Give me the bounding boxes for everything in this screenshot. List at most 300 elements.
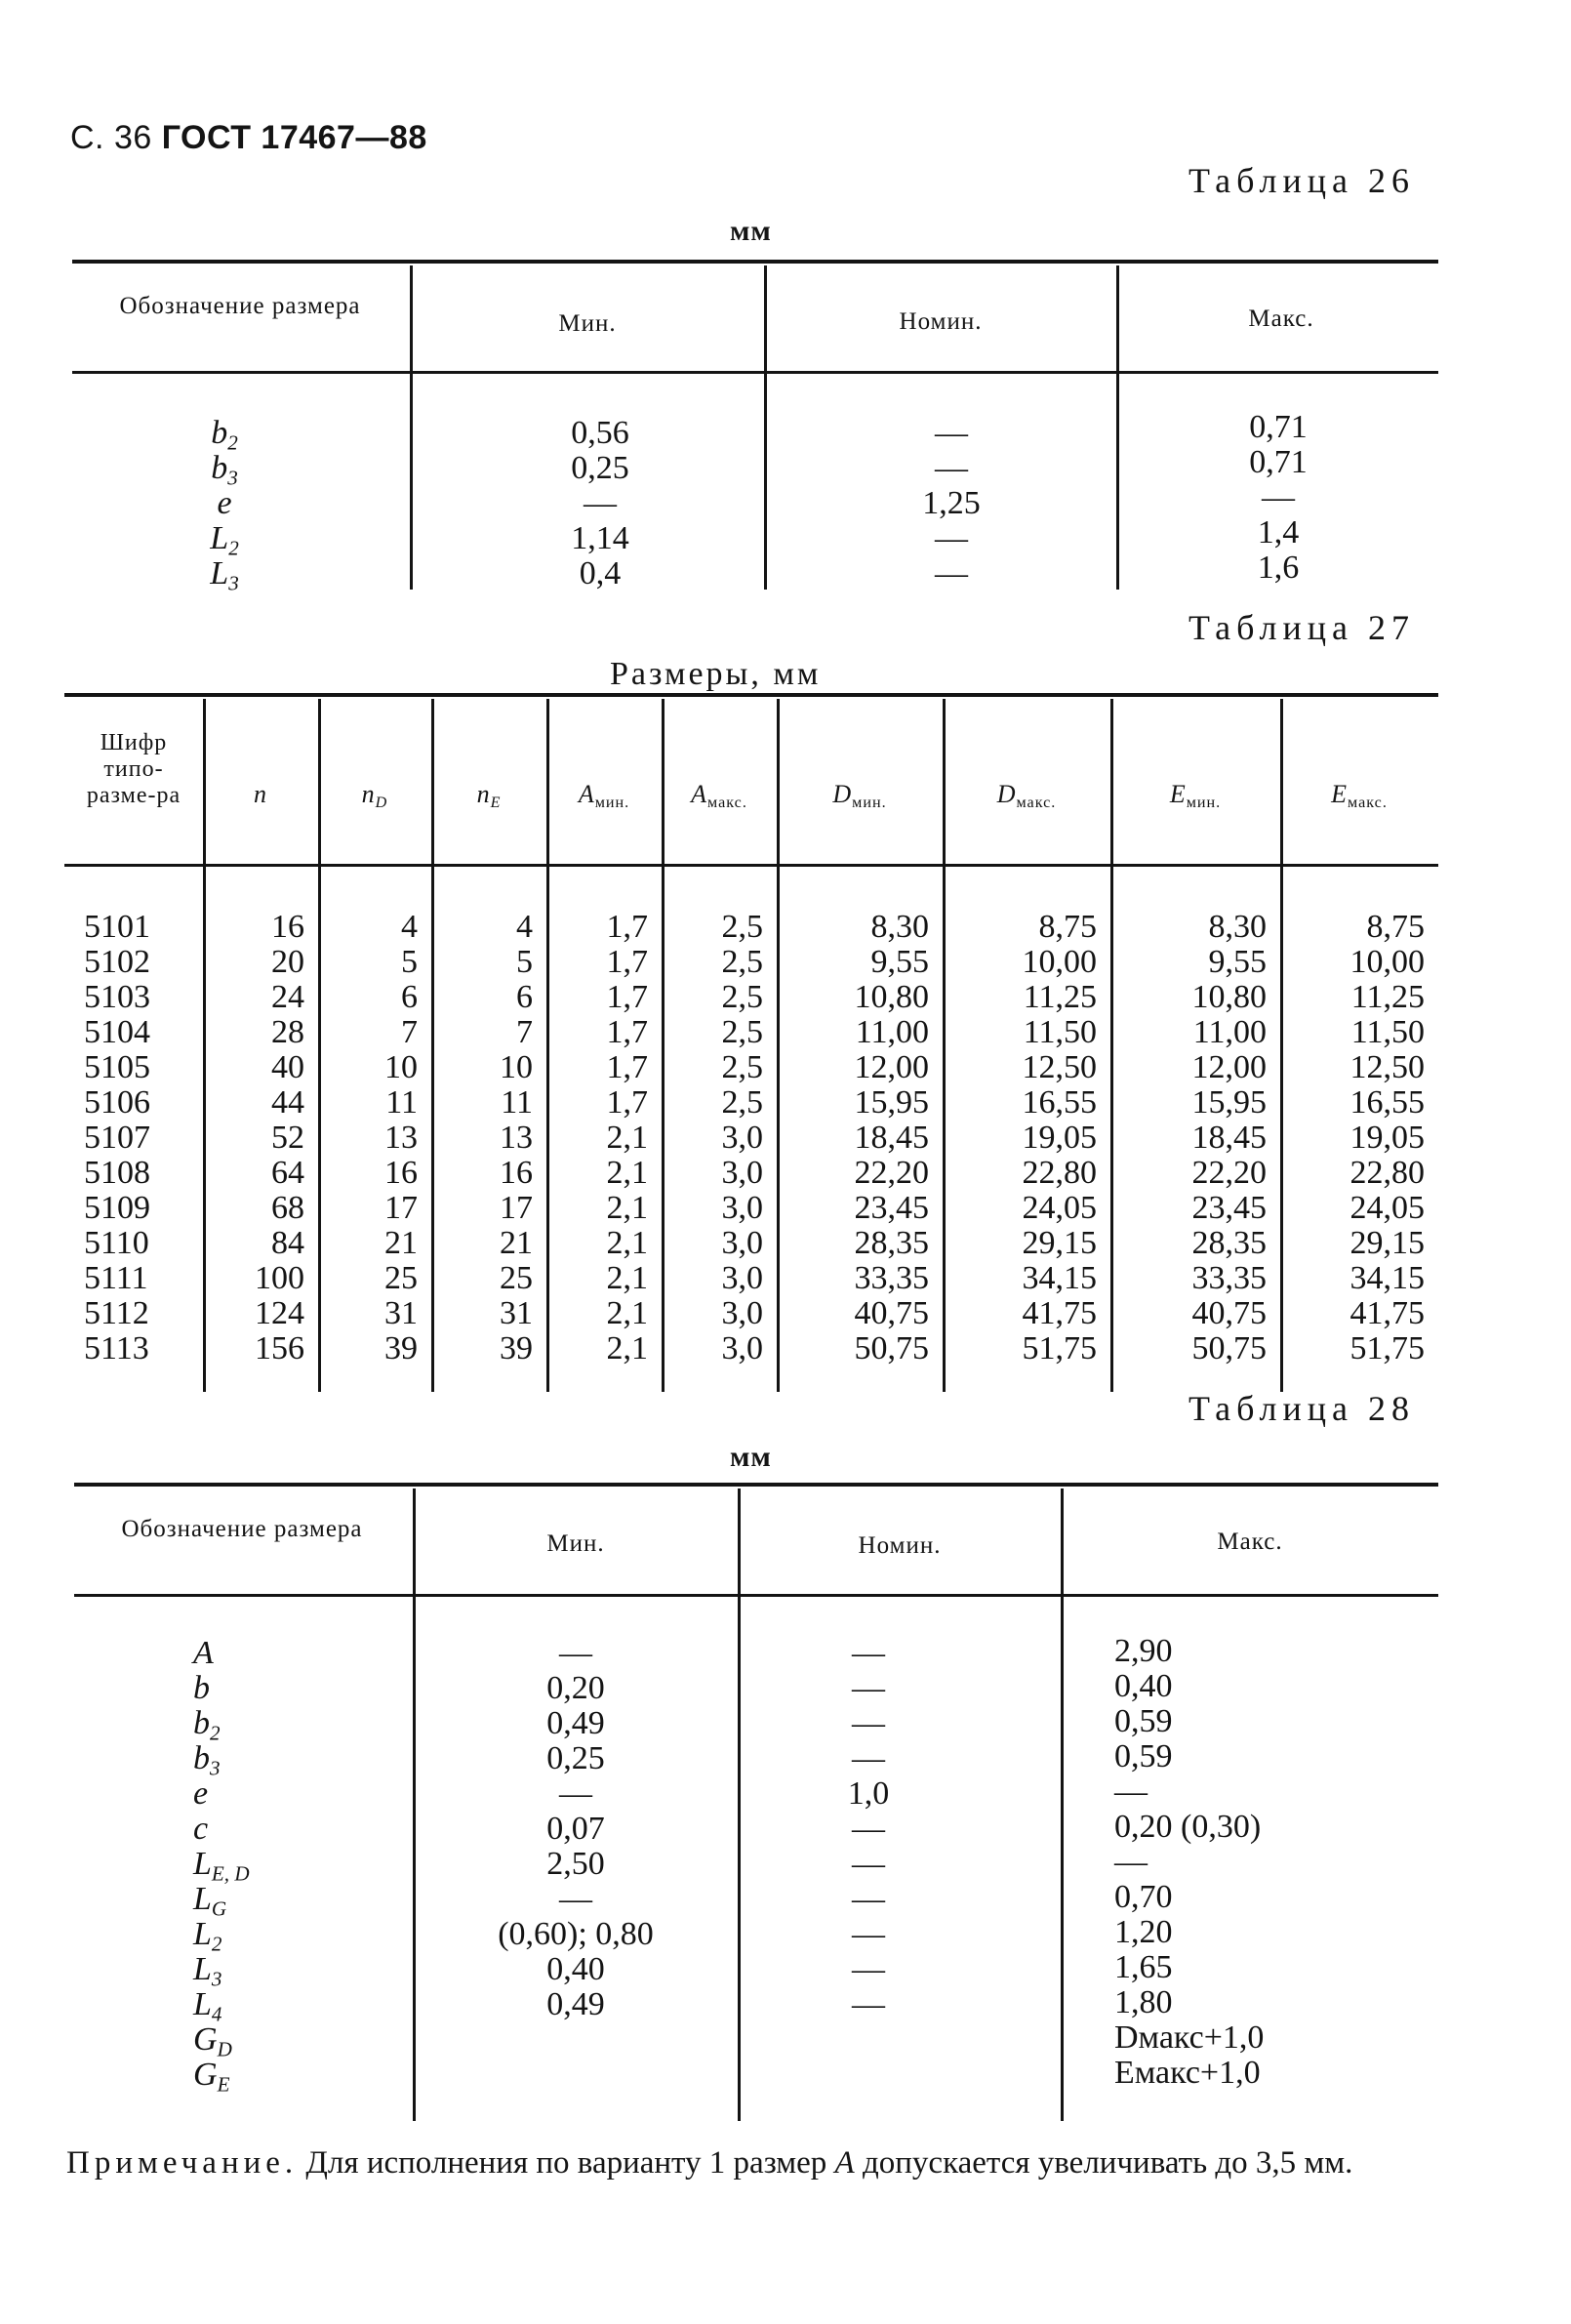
table27-header-subscript: мин. (594, 795, 630, 812)
table26-min-value: 1,14 (571, 520, 629, 556)
symbol-letter: G (193, 2021, 218, 2058)
table28-unit: мм (730, 1441, 772, 1473)
table27-header-subscript: E (490, 795, 502, 812)
note-symbol: A (834, 2145, 855, 2181)
table28-nom-column (820, 1636, 917, 2093)
table28-header-min: Мин. (546, 1530, 605, 1557)
table27-cell: 10,80 (1191, 979, 1267, 1015)
table27-cell: 24,05 (1022, 1190, 1097, 1226)
table28-symbol (193, 1986, 310, 2026)
table27-cell: 16 (271, 909, 304, 945)
table27-header-cell (433, 781, 544, 817)
note-label: Примечание. (66, 2145, 299, 2181)
table27-cell: 24 (271, 979, 304, 1015)
symbol-letter: L (193, 1951, 212, 1987)
table27-cell: 2,1 (606, 1225, 648, 1261)
table28-header-rule (74, 1594, 1438, 1597)
table26-max-value: 1,4 (1257, 514, 1300, 550)
table27-cell: 2,1 (606, 1190, 648, 1226)
table27-cell: 10,80 (854, 979, 929, 1015)
table27-header-symbol: D (832, 780, 853, 808)
table28-max-value: 0,59 (1114, 1703, 1173, 1739)
table27-cell: 22,80 (1022, 1155, 1097, 1191)
table27-header-subscript: D (375, 795, 388, 812)
table26-min-column (527, 416, 673, 591)
table27-cell: 41,75 (1349, 1295, 1425, 1331)
table28-symbol (193, 2021, 310, 2061)
table28-nom-value: — (852, 1951, 885, 1987)
table27-header-cell (664, 781, 775, 817)
table27-cell: 100 (255, 1260, 304, 1296)
table26-symbol (195, 486, 254, 521)
table27-cell: 11,25 (1350, 979, 1425, 1015)
table28-min-value (459, 2022, 693, 2058)
table27-cell: 2,5 (721, 979, 763, 1015)
table27-cell: 7 (401, 1014, 418, 1050)
table28-symbol (193, 2057, 310, 2097)
table27-header-subscript: макс. (707, 795, 747, 812)
symbol-subscript: 2 (228, 536, 239, 560)
table27-cell: 2,5 (721, 909, 763, 945)
table27-cell: 5101 (84, 909, 150, 945)
table27-header-cell (548, 781, 660, 817)
table26-divider (1116, 265, 1119, 590)
table27-cell: 18,45 (854, 1120, 929, 1156)
table27-cell: 5111 (84, 1260, 148, 1296)
table27-cell: 50,75 (1191, 1330, 1267, 1366)
table27-cell: 5108 (84, 1155, 150, 1191)
table27-cell: 25 (384, 1260, 418, 1296)
table26-nom-value: — (935, 415, 968, 451)
table27-cell: 8,75 (1366, 909, 1425, 945)
table27-cell: 1,7 (606, 979, 648, 1015)
table27-cell: 2,1 (606, 1295, 648, 1331)
table27-header-symbol: A (578, 780, 595, 808)
table28-max-value: 0,70 (1114, 1879, 1173, 1915)
table27-cell: 5104 (84, 1014, 150, 1050)
table27-cell: 5106 (84, 1084, 150, 1121)
table28-header-nom: Номин. (858, 1532, 942, 1559)
table27-cell: 12,00 (854, 1049, 929, 1085)
table27-header-symbol: n (361, 780, 376, 808)
table27-cell: 2,5 (721, 1049, 763, 1085)
table27-cell: 40 (271, 1049, 304, 1085)
table27-header-cell (320, 781, 429, 817)
table27-cell: 34,15 (1349, 1260, 1425, 1296)
symbol-letter: b (193, 1740, 210, 1776)
table27-cell: 16,55 (1349, 1084, 1425, 1121)
table27-header-subscript: мин. (1186, 795, 1222, 812)
table26-nom-value: — (935, 555, 968, 591)
table28-min-value: 0,49 (546, 1986, 605, 2022)
table26-top-rule (72, 260, 1438, 264)
table26-min-value: 0,25 (571, 450, 629, 486)
symbol-subscript: 4 (211, 2002, 222, 2026)
symbol-subscript: 3 (227, 466, 238, 490)
table27-cell: 31 (384, 1295, 418, 1331)
table27-cell: 44 (271, 1084, 304, 1121)
table27-cell: 5102 (84, 944, 150, 980)
table28-max-value: 0,20 (0,30) (1114, 1809, 1262, 1845)
table28-nom-value: — (852, 1705, 885, 1741)
table27-cell: 39 (500, 1330, 533, 1366)
table28-symbol (193, 1916, 310, 1956)
table27-cell: 11,50 (1023, 1014, 1097, 1050)
table27-cell: 9,55 (1208, 944, 1267, 980)
table28-symbol (193, 1951, 310, 1991)
table28-max-value: — (1114, 1844, 1148, 1880)
table27-cell: 20 (271, 944, 304, 980)
table28-max-column (1114, 1634, 1407, 2091)
table27-column (84, 910, 203, 1366)
table28-symbol-column (193, 1635, 310, 2097)
symbol-letter: L (193, 1881, 212, 1917)
table27-cell: 23,45 (1191, 1190, 1267, 1226)
table27-cell: 5110 (84, 1225, 149, 1261)
table28-max-value: 0,40 (1114, 1668, 1173, 1704)
table28-symbol (193, 1776, 310, 1812)
table28-nom-value (820, 2022, 917, 2058)
table27-cell: 23,45 (854, 1190, 929, 1226)
table27-cell: 28 (271, 1014, 304, 1050)
table27-cell: 41,75 (1022, 1295, 1097, 1331)
table27-cell: 29,15 (1349, 1225, 1425, 1261)
table26-nom-value: 1,25 (922, 485, 981, 521)
table28-max-value: 1,20 (1114, 1914, 1173, 1950)
table27-cell: 11 (385, 1084, 418, 1121)
table28-nom-value: — (852, 1670, 885, 1706)
table26-header-rule (72, 371, 1438, 374)
table28-header-designation: Обозначение размера (121, 1516, 363, 1542)
table27-column (324, 910, 418, 1366)
table27-cell: 3,0 (721, 1120, 763, 1156)
table27-cell: 33,35 (1191, 1260, 1267, 1296)
table26-max-value: — (1262, 479, 1295, 515)
table27-cell: 3,0 (721, 1225, 763, 1261)
table27-cell: 6 (516, 979, 533, 1015)
table27-cell: 10 (384, 1049, 418, 1085)
table27-cell: 8,30 (870, 909, 929, 945)
table27-cell: 1,7 (606, 1049, 648, 1085)
table27-cell: 2,1 (606, 1330, 648, 1366)
table26-header-max: Макс. (1248, 306, 1314, 332)
table-note (66, 2142, 1432, 2183)
table27-cell: 12,50 (1022, 1049, 1097, 1085)
table26-max-value: 1,6 (1257, 550, 1300, 586)
table27-cell: 5 (516, 944, 533, 980)
table28-nom-value: — (852, 1635, 885, 1671)
table27-cell: 19,05 (1022, 1120, 1097, 1156)
table28-nom-value: — (852, 1740, 885, 1776)
table27-column (1116, 910, 1267, 1366)
table27-header-rule (64, 864, 1438, 867)
page-header (70, 119, 427, 157)
table27-cell: 18,45 (1191, 1120, 1267, 1156)
symbol-letter: b (211, 415, 228, 451)
table27-header-cell: Шифр типо-разме-ра (86, 730, 181, 808)
table27-cell: 50,75 (854, 1330, 929, 1366)
symbol-subscript: 2 (211, 1932, 222, 1956)
table28-max-value: 2,90 (1114, 1633, 1173, 1669)
table26-nom-value: — (935, 450, 968, 486)
table28-max-value: — (1114, 1774, 1148, 1810)
table26-header-nom: Номин. (899, 308, 983, 335)
symbol-subscript: 3 (211, 1967, 222, 1991)
table27-cell: 21 (500, 1225, 533, 1261)
symbol-letter: A (193, 1635, 214, 1671)
table27-cell: 33,35 (854, 1260, 929, 1296)
symbol-letter: G (193, 2057, 218, 2093)
table26-max-column (1205, 410, 1351, 586)
table27-cell: 1,7 (606, 909, 648, 945)
table27-cell: 40,75 (1191, 1295, 1267, 1331)
table27-cell: 10 (500, 1049, 533, 1085)
table27-cell: 51,75 (1349, 1330, 1425, 1366)
table27-cell: 6 (401, 979, 418, 1015)
table28-min-value: (0,60); 0,80 (498, 1916, 654, 1952)
table28-nom-value (820, 2058, 917, 2093)
table28-min-value: 0,49 (546, 1705, 605, 1741)
table27-cell: 40,75 (854, 1295, 929, 1331)
table27-cell: 8,30 (1208, 909, 1267, 945)
table26-max-value: 0,71 (1249, 409, 1308, 445)
table26-symbol (195, 415, 254, 455)
table28-caption: Таблица 28 (1188, 1389, 1415, 1428)
table27-cell: 9,55 (870, 944, 929, 980)
symbol-subscript: 2 (227, 430, 238, 455)
table28-symbol (193, 1636, 310, 1671)
symbol-letter: L (193, 1916, 212, 1952)
symbol-subscript: G (211, 1896, 227, 1921)
gost-number: ГОСТ 17467—88 (161, 119, 427, 156)
table27-header-cell (1282, 781, 1436, 817)
table27-cell: 17 (384, 1190, 418, 1226)
table27-cell: 11,00 (855, 1014, 929, 1050)
table28-symbol (193, 1705, 310, 1745)
table28-min-value: 2,50 (546, 1846, 605, 1882)
table28-min-value: 0,20 (546, 1670, 605, 1706)
table27-column (667, 910, 763, 1366)
table27-cell: 39 (384, 1330, 418, 1366)
table27-cell: 11,50 (1350, 1014, 1425, 1050)
table27-header-subscript: мин. (852, 795, 887, 812)
table27-cell: 52 (271, 1120, 304, 1156)
table27-cell: 10,00 (1022, 944, 1097, 980)
note-text-before: Для исполнения по варианту 1 размер (305, 2145, 827, 2181)
table28-divider (1061, 1488, 1064, 2121)
table27-top-rule (64, 693, 1438, 697)
symbol-letter: b (193, 1705, 210, 1741)
page-number: С. 36 (70, 119, 152, 156)
table28-header-max: Макс. (1217, 1529, 1283, 1555)
table27-column (552, 910, 648, 1366)
table27-cell: 3,0 (721, 1260, 763, 1296)
table27-cell: 2,5 (721, 944, 763, 980)
table27-cell: 3,0 (721, 1190, 763, 1226)
note-text-after: допускается увеличивать до 3,5 мм. (862, 2145, 1353, 2181)
table28-min-value: 0,40 (546, 1951, 605, 1987)
table27-caption: Таблица 27 (1188, 608, 1415, 647)
table26-divider (764, 265, 767, 590)
table28-nom-value: — (852, 1916, 885, 1952)
table27-cell: 2,1 (606, 1120, 648, 1156)
table27-cell: 15,95 (854, 1084, 929, 1121)
table27-cell: 8,75 (1038, 909, 1097, 945)
table27-cell: 22,80 (1349, 1155, 1425, 1191)
table27-cell: 1,7 (606, 1014, 648, 1050)
table26-min-value: 0,56 (571, 415, 629, 451)
symbol-letter: b (211, 450, 228, 486)
table27-cell: 4 (401, 909, 418, 945)
table27-cell: 2,1 (606, 1260, 648, 1296)
table27-cell: 16,55 (1022, 1084, 1097, 1121)
table27-cell: 124 (255, 1295, 304, 1331)
table27-cell: 68 (271, 1190, 304, 1226)
table27-cell: 13 (384, 1120, 418, 1156)
symbol-letter: b (193, 1670, 210, 1706)
table27-cell: 5103 (84, 979, 150, 1015)
table27-cell: 10,00 (1349, 944, 1425, 980)
table27-cell: 11 (501, 1084, 533, 1121)
table27-column (783, 910, 929, 1366)
symbol-letter: L (193, 1986, 212, 2022)
table27-column (209, 910, 304, 1366)
table28-symbol (193, 1740, 310, 1780)
table26-caption: Таблица 26 (1188, 161, 1415, 200)
table27-cell: 2,1 (606, 1155, 648, 1191)
table27-cell: 2,5 (721, 1084, 763, 1121)
symbol-letter: e (217, 485, 232, 521)
table27-header-symbol: n (254, 780, 267, 808)
table28-min-value: — (559, 1635, 592, 1671)
table27-header-symbol: E (1331, 780, 1349, 808)
table28-nom-value: — (852, 1986, 885, 2022)
table27-column (1286, 910, 1425, 1366)
table26-symbol (195, 555, 254, 595)
table28-divider (413, 1488, 416, 2121)
table27-cell: 12,00 (1191, 1049, 1267, 1085)
table26-symbol-column (195, 415, 254, 595)
symbol-subscript: 2 (210, 1721, 221, 1745)
table27-cell: 31 (500, 1295, 533, 1331)
table28-symbol (193, 1671, 310, 1706)
table26-min-value: 0,4 (579, 555, 622, 591)
table26-unit: мм (730, 215, 772, 247)
table27-cell: 19,05 (1349, 1120, 1425, 1156)
table27-unit: Размеры, мм (610, 656, 822, 692)
table26-min-value: — (584, 485, 617, 521)
table27-header-symbol: E (1169, 780, 1187, 808)
table27-cell: 1,7 (606, 1084, 648, 1121)
table27-cell: 29,15 (1022, 1225, 1097, 1261)
table26-symbol (195, 520, 254, 560)
table27-cell: 22,20 (854, 1155, 929, 1191)
table28-min-value: 0,07 (546, 1811, 605, 1847)
table28-symbol (193, 1846, 310, 1886)
table27-column (948, 910, 1097, 1366)
table28-nom-value: — (852, 1846, 885, 1882)
table27-cell: 16 (384, 1155, 418, 1191)
table27-cell: 11,25 (1023, 979, 1097, 1015)
table27-cell: 156 (255, 1330, 304, 1366)
table27-header-subscript: макс. (1348, 795, 1388, 812)
table28-symbol (193, 1812, 310, 1847)
table27-cell: 5113 (84, 1330, 149, 1366)
table26-nom-column (878, 416, 1025, 591)
table27-cell: 17 (500, 1190, 533, 1226)
table27-cell: 11,00 (1192, 1014, 1267, 1050)
table27-cell: 22,20 (1191, 1155, 1267, 1191)
table28-nom-value: — (852, 1881, 885, 1917)
symbol-letter: L (210, 555, 229, 591)
table27-header-symbol: D (996, 780, 1017, 808)
table28-min-value (459, 2058, 693, 2093)
symbol-subscript: E, D (211, 1861, 250, 1886)
table27-cell: 34,15 (1022, 1260, 1097, 1296)
table27-header-symbol: n (476, 780, 491, 808)
table27-header-cell (1112, 781, 1278, 817)
table27-cell: 5107 (84, 1120, 150, 1156)
table28-nom-value: 1,0 (847, 1775, 890, 1812)
table27-cell: 21 (384, 1225, 418, 1261)
table27-header-cell (205, 781, 316, 808)
table27-header-symbol: A (691, 780, 708, 808)
table27-cell: 64 (271, 1155, 304, 1191)
table27-cell: 15,95 (1191, 1084, 1267, 1121)
table27-cell: 28,35 (854, 1225, 929, 1261)
table27-cell: 13 (500, 1120, 533, 1156)
table26-divider (410, 265, 413, 590)
symbol-subscript: 3 (228, 571, 239, 595)
table26-nom-value: — (935, 520, 968, 556)
table28-max-value: Dмакс+1,0 (1114, 2019, 1265, 2056)
table28-divider (738, 1488, 741, 2121)
table26-header-designation: Обозначение размера (119, 293, 361, 319)
table28-max-value: Eмакс+1,0 (1114, 2055, 1261, 2091)
table27-cell: 1,7 (606, 944, 648, 980)
table27-cell: 3,0 (721, 1295, 763, 1331)
table27-header-cell (945, 781, 1108, 817)
table28-nom-value: — (852, 1811, 885, 1847)
symbol-subscript: E (217, 2072, 230, 2097)
table28-top-rule (74, 1483, 1438, 1487)
table28-max-value: 1,80 (1114, 1984, 1173, 2020)
table27-column (437, 910, 533, 1366)
table28-symbol (193, 1881, 310, 1921)
table27-cell: 3,0 (721, 1330, 763, 1366)
table27-cell: 28,35 (1191, 1225, 1267, 1261)
symbol-letter: L (210, 520, 229, 556)
table27-header-cell (779, 781, 941, 817)
table27-cell: 5105 (84, 1049, 150, 1085)
table27-cell: 25 (500, 1260, 533, 1296)
table27-cell: 12,50 (1349, 1049, 1425, 1085)
table27-cell: 2,5 (721, 1014, 763, 1050)
table26-max-value: 0,71 (1249, 444, 1308, 480)
table27-cell: 5109 (84, 1190, 150, 1226)
table27-cell: 51,75 (1022, 1330, 1097, 1366)
table27-cell: 16 (500, 1155, 533, 1191)
table26-symbol (195, 450, 254, 490)
table28-max-value: 1,65 (1114, 1949, 1173, 1985)
table26-header-min: Мин. (558, 310, 617, 337)
table28-min-column (459, 1636, 693, 2093)
symbol-subscript: 3 (210, 1756, 221, 1780)
table27-cell: 84 (271, 1225, 304, 1261)
table27-header-subscript: макс. (1016, 795, 1057, 812)
symbol-letter: L (193, 1846, 212, 1882)
table27-cell: 7 (516, 1014, 533, 1050)
